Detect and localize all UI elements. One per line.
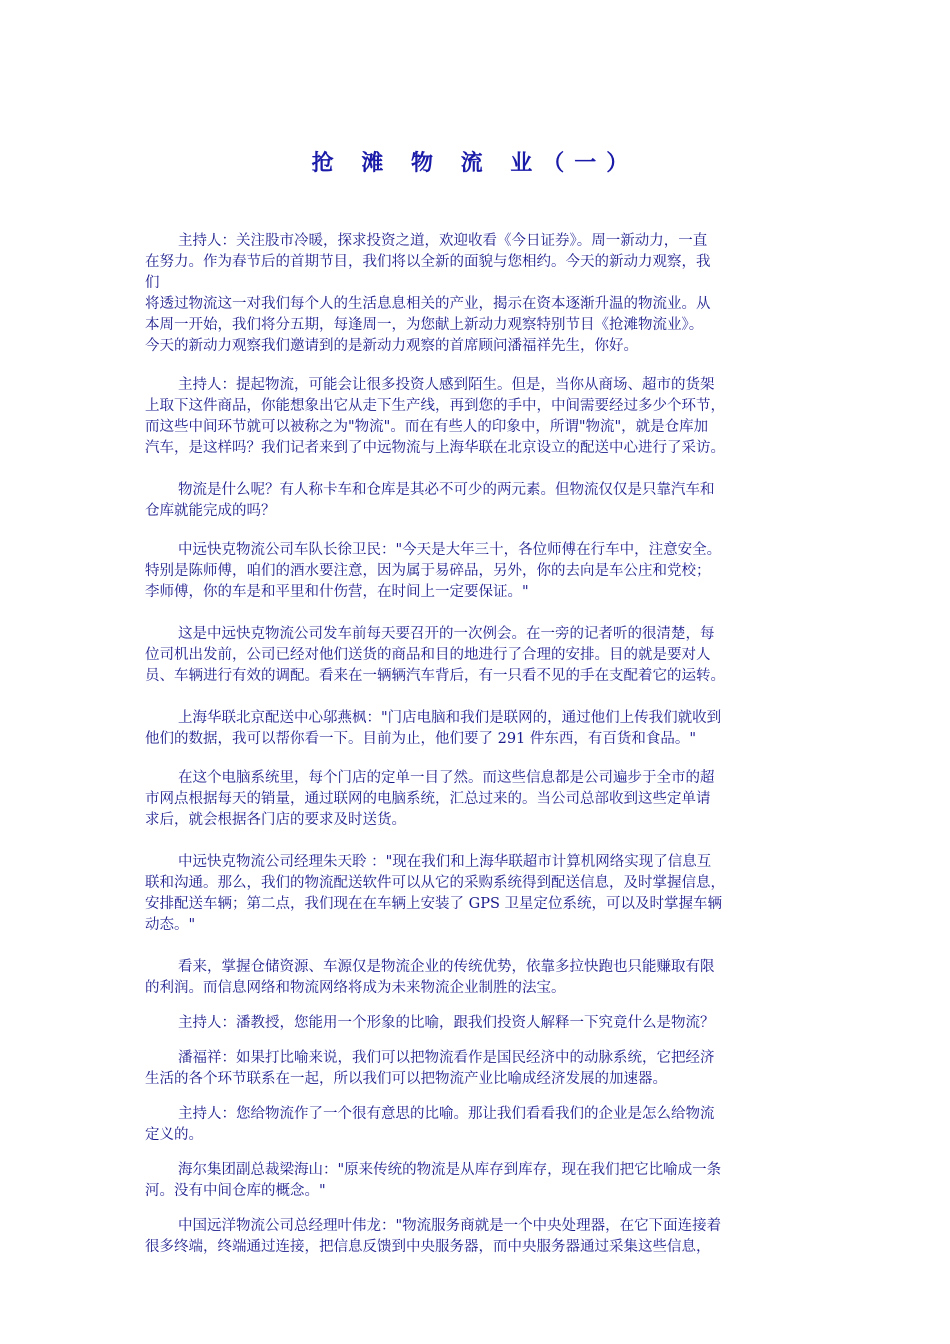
paragraph-line: 而这些中间环节就可以被称之为"物流"。而在有些人的印象中，所谓"物流"，就是仓库加 [145, 419, 709, 435]
paragraph-line: 中远快克物流公司经理朱天聆 ："现在我们和上海华联超市计算机网络实现了信息互 [178, 854, 712, 870]
paragraph-line: 他们的数据，我可以帮你看一下。目前为止，他们要了 291 件东西，有百货和食品。" [145, 731, 697, 747]
paragraph-line: 中远快克物流公司车队长徐卫民："今天是大年三十，各位师傅在行车中，注意安全。 [178, 542, 722, 558]
paragraph-line: 位司机出发前，公司已经对他们送货的商品和目的地进行了合理的安排。目的就是要对人 [145, 647, 711, 663]
paragraph [145, 231, 813, 357]
paragraph-line: 生活的各个环节联系在一起，所以我们可以把物流产业比喻成经济发展的加速器。 [145, 1071, 667, 1087]
paragraph-line: 仓库就能完成的吗？ [145, 503, 276, 519]
paragraph [145, 540, 813, 603]
paragraph-line: 特别是陈师傅，咱们的酒水要注意，因为属于易碎品，另外，你的去向是车公庄和党校； [145, 563, 711, 579]
paragraph [145, 1104, 813, 1146]
paragraph-line: 求后，就会根据各门店的要求及时送货。 [145, 812, 406, 828]
document-body [145, 231, 813, 1272]
paragraph [145, 1048, 813, 1090]
paragraph [145, 708, 813, 750]
document-title: 抢 滩 物 流 业（一） [311, 150, 639, 176]
paragraph-line: 上取下这件商品，你能想象出它从走下生产线，再到您的手中，中间需要经过多少个环节， [145, 398, 725, 414]
paragraph [145, 768, 813, 831]
paragraph-line: 市网点根据每天的销量，通过联网的电脑系统，汇总过来的。当公司总部收到这些定单请 [145, 791, 711, 807]
paragraph-line: 主持人：关注股市冷暖，探求投资之道，欢迎收看《今日证券》。周一新动力，一直 [178, 233, 708, 249]
paragraph-line: 汽车，是这样吗？我们记者来到了中远物流与上海华联在北京设立的配送中心进行了采访。 [145, 440, 725, 456]
paragraph-line: 员、车辆进行有效的调配。看来在一辆辆汽车背后，有一只看不见的手在支配着它的运转。 [145, 668, 725, 684]
paragraph [145, 375, 813, 459]
paragraph-line: 李师傅，你的车是和平里和什伤营，在时间上一定要保证。" [145, 584, 529, 600]
paragraph-line: 主持人：潘教授，您能用一个形象的比喻，跟我们投资人解释一下究竟什么是物流？ [178, 1015, 715, 1031]
paragraph-line: 河。没有中间仓库的概念。" [145, 1183, 326, 1199]
paragraph [145, 480, 813, 522]
paragraph-line: 主持人：您给物流作了一个很有意思的比喻。那让我们看看我们的企业是怎么给物流 [178, 1106, 715, 1122]
paragraph-line: 物流是什么呢？有人称卡车和仓库是其必不可少的两元素。但物流仅仅是只靠汽车和 [178, 482, 715, 498]
paragraph-line: 在努力。作为春节后的首期节目，我们将以全新的面貌与您相约。今天的新动力观察，我 [145, 254, 711, 270]
paragraph-line: 这是中远快克物流公司发车前每天要召开的一次例会。在一旁的记者听的很清楚，每 [178, 626, 715, 642]
paragraph-line: 中国远洋物流公司总经理叶伟龙："物流服务商就是一个中央处理器，在它下面连接着 [178, 1218, 722, 1234]
paragraph-line: 定义的。 [145, 1127, 203, 1143]
paragraph-line: 们 [145, 275, 160, 291]
paragraph-line: 很多终端，终端通过连接，把信息反馈到中央服务器，而中央服务器通过采集这些信息， [145, 1239, 711, 1255]
paragraph-line: 将透过物流这一对我们每个人的生活息息相关的产业，揭示在资本逐渐升温的物流业。从 [145, 296, 711, 312]
paragraph [145, 1216, 813, 1258]
paragraph [145, 624, 813, 687]
paragraph-line: 潘福祥：如果打比喻来说，我们可以把物流看作是国民经济中的动脉系统，它把经济 [178, 1050, 715, 1066]
paragraph-line: 上海华联北京配送中心邬燕枫："门店电脑和我们是联网的，通过他们上传我们就收到 [178, 710, 722, 726]
paragraph-line: 在这个电脑系统里，每个门店的定单一目了然。而这些信息都是公司遍步于全市的超 [178, 770, 715, 786]
paragraph-line: 今天的新动力观察我们邀请到的是新动力观察的首席顾问潘福祥先生，你好。 [145, 338, 638, 354]
paragraph [145, 852, 813, 936]
paragraph-line: 的利润。而信息网络和物流网络将成为未来物流企业制胜的法宝。 [145, 980, 566, 996]
paragraph-line: 联和沟通。那么，我们的物流配送软件可以从它的采购系统得到配送信息，及时掌握信息， [145, 875, 725, 891]
paragraph [145, 957, 813, 999]
paragraph-line: 主持人：提起物流，可能会让很多投资人感到陌生。但是，当你从商场、超市的货架 [178, 377, 715, 393]
paragraph-line: 动态。" [145, 917, 196, 933]
paragraph-line: 看来，掌握仓储资源、车源仅是物流企业的传统优势，依靠多拉快跑也只能赚取有限 [178, 959, 715, 975]
paragraph [145, 1013, 813, 1034]
paragraph-line: 本周一开始，我们将分五期，每逢周一，为您献上新动力观察特别节目《抢滩物流业》。 [145, 317, 704, 333]
paragraph [145, 1160, 813, 1202]
paragraph-line: 安排配送车辆；第二点，我们现在在车辆上安装了 GPS 卫星定位系统，可以及时掌握车辆 [145, 896, 722, 912]
paragraph-line: 海尔集团副总裁梁海山："原来传统的物流是从库存到库存，现在我们把它比喻成一条 [178, 1162, 722, 1178]
